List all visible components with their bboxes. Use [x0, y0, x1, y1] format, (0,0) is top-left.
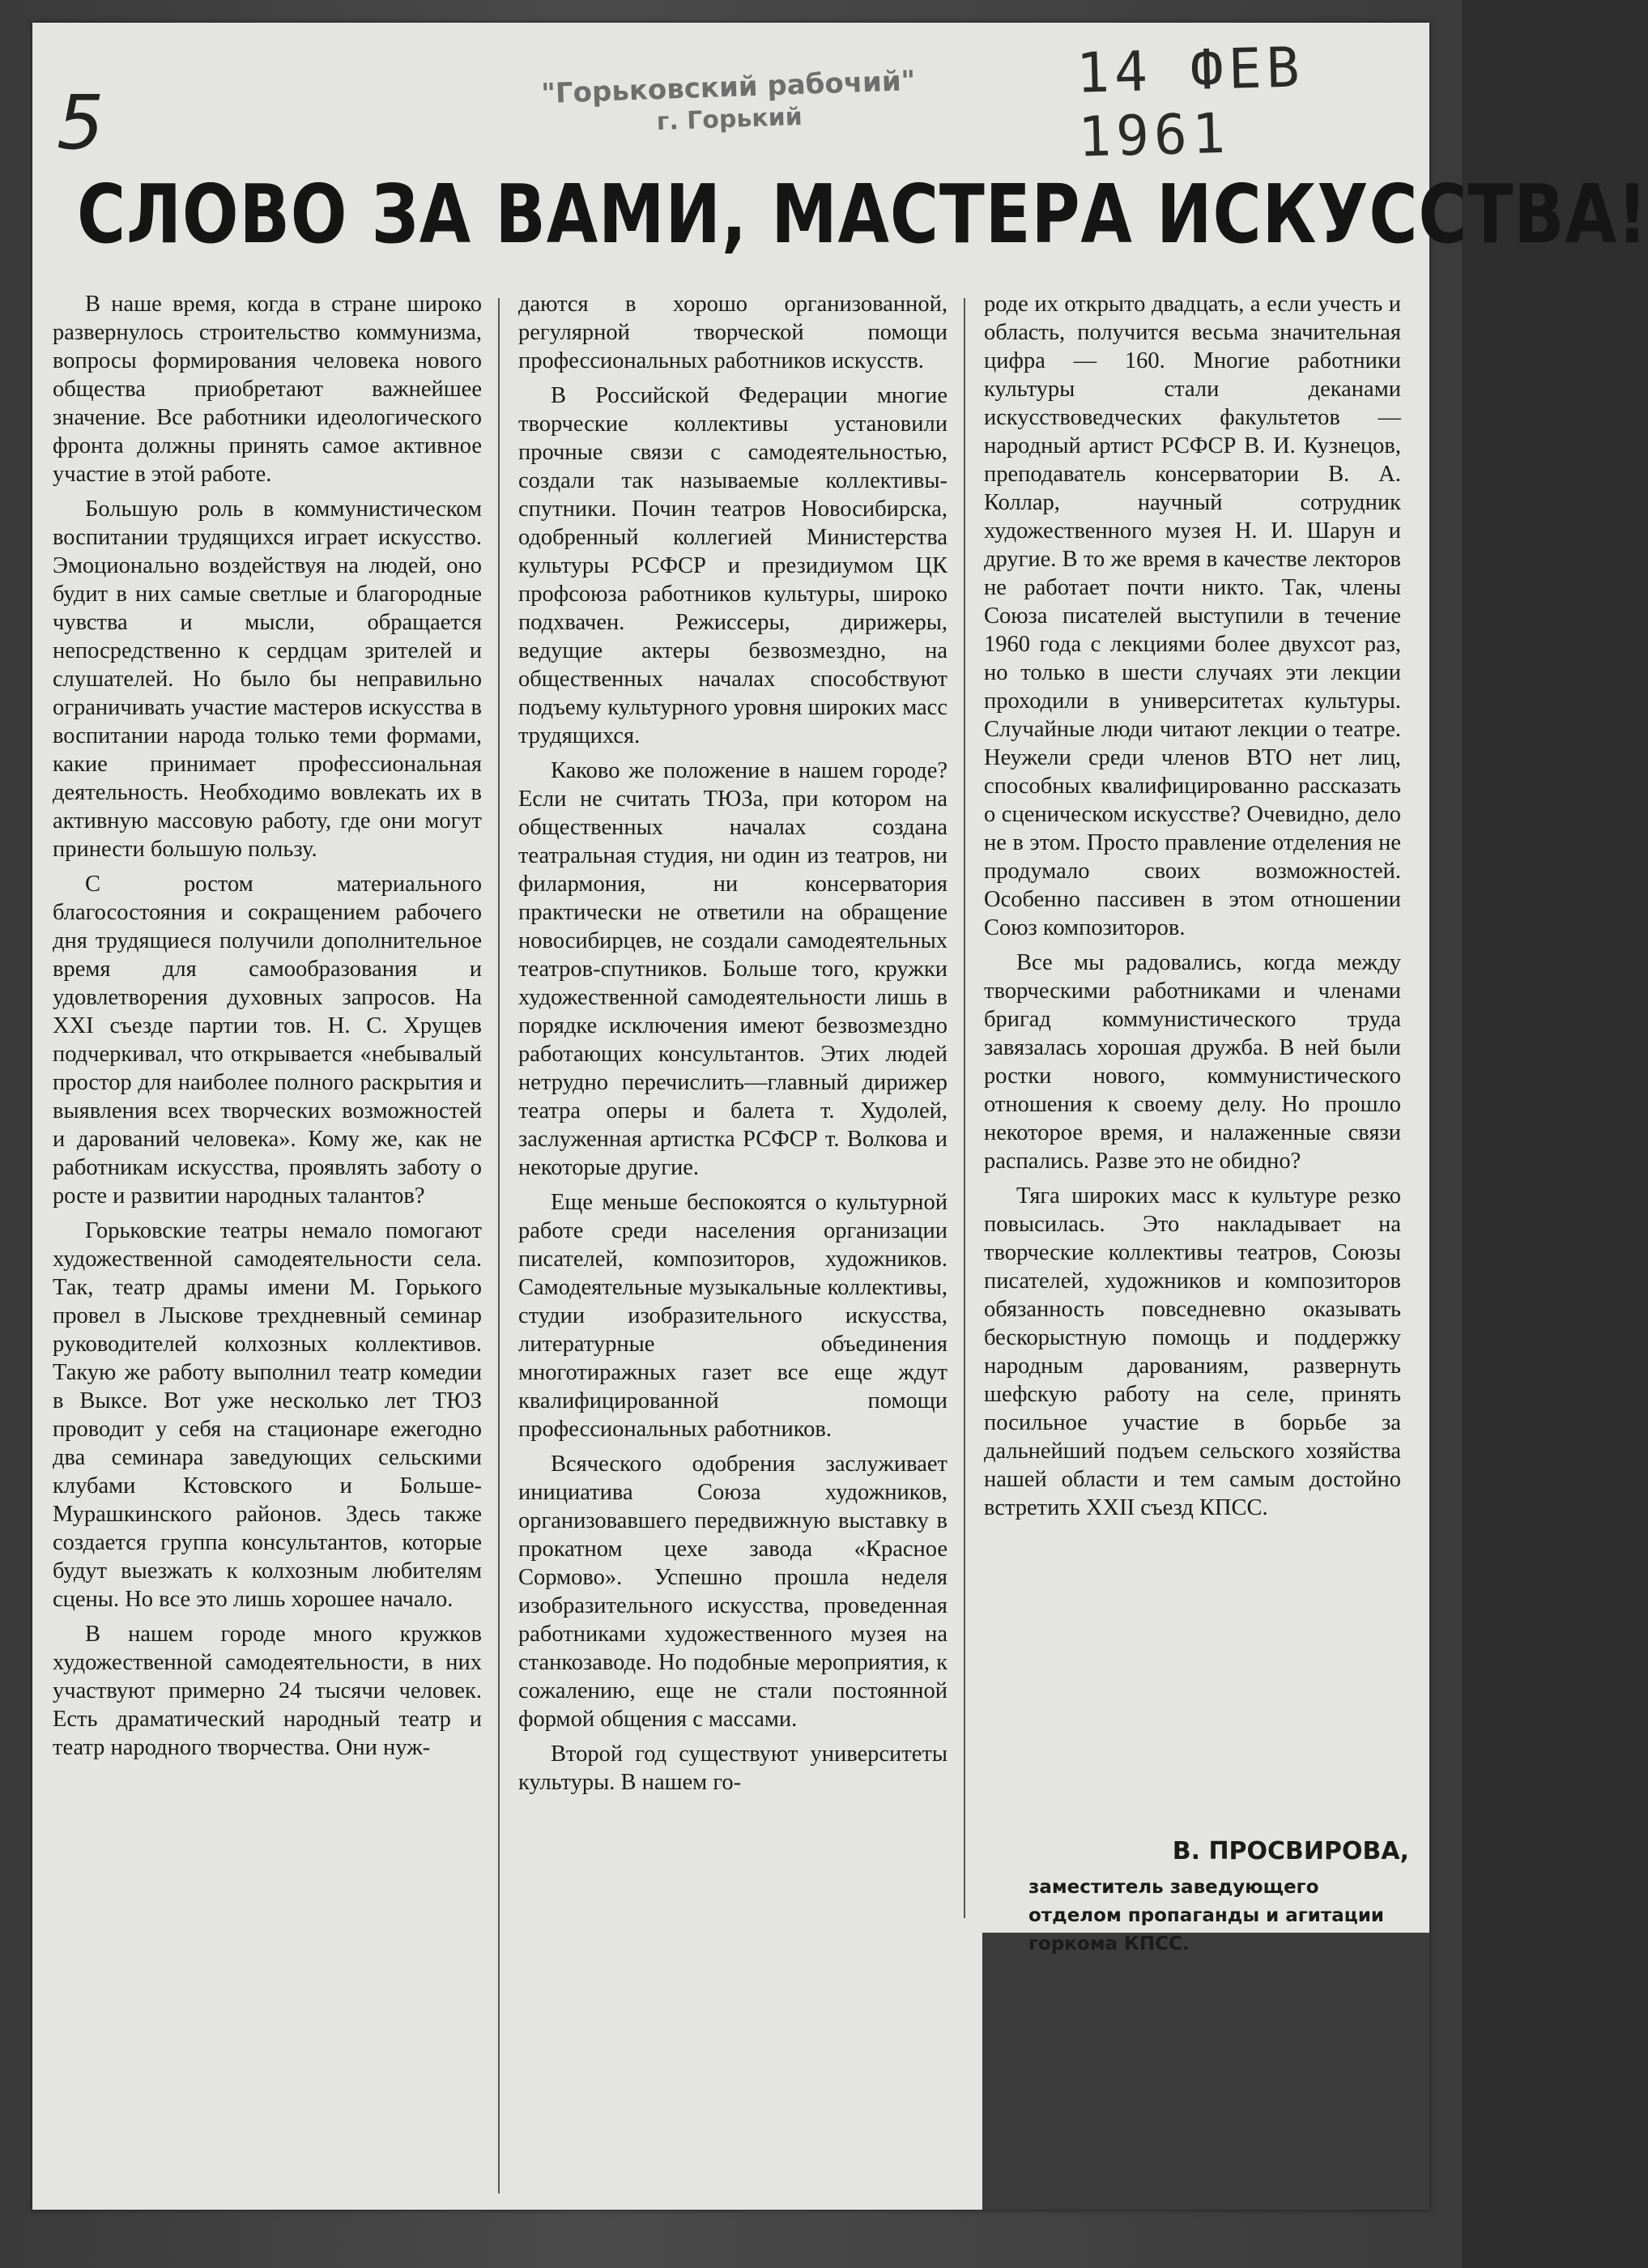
date-stamp: 14 ФЕВ 1961: [1075, 36, 1305, 170]
paragraph: Тяга широких масс к культуре резко повысилась. Это накладывает на творческие коллективы театров, Союзы писателей, художников и композиторов обязанность повседневно оказывать бескорыстную помощь и поддержку народным дарованиям, развернуть шефскую работу на селе, принять посильное участие в борьбе за дальнейший подъем сельского хозяйства нашей области и тем самым достойно встретить XXII съезд КПСС.: [984, 1183, 1401, 1520]
paragraph: С ростом материального благосостояния и сокращением рабочего дня трудящиеся получили дополнительное время для самообразования и удовлетворения духовных запросов. На XXI съезде партии тов. Н. С. Хрущев подчеркивал, что открывается «небывалый простор для наиболее полного раскрытия и выявления всех творческих возможностей и дарований человека». Кому же, как не работникам искусства, проявлять заботу о росте и развитии народных талантов?: [53, 872, 482, 1209]
newspaper-city: г. Горький: [656, 102, 803, 137]
author-signature: [1028, 1837, 1409, 1959]
paragraph: В нашем городе много кружков художественной самодеятельности, в них участвуют примерно 24 тысячи человек. Есть драматический народный театр и театр народного творчества. Они нуж-: [53, 1622, 482, 1760]
newspaper-name-stamp: [517, 64, 940, 141]
paragraph-continuation: даются в хорошо организованной, регулярной творческой помощи профессиональных работников искусств.: [518, 292, 947, 373]
paragraph: Все мы радовались, когда между творческими работниками и членами бригад коммунистического труда завязалась хорошая дружба. В ней были ростки нового, коммунистического отношения к своему делу. Но прошло некоторое время, и налаженные связи распались. Разве это не обидно?: [984, 950, 1401, 1174]
newspaper-clipping: [32, 23, 1648, 2210]
paragraph: Большую роль в коммунистическом воспитании трудящихся играет искусство. Эмоционально воздействуя на людей, оно будит в них самые светлые и благородные чувства и мысли, обращается непосредственно к сердцам зрителей и слушателей. Но было бы неправильно ограничивать участие мастеров искусства в воспитании народа только теми формами, какие принимает профессиональная деятельность. Необходимо вовлекать их в активную массовую работу, где они могут принести большую пользу.: [53, 497, 482, 862]
newspaper-name: "Горьковский рабочий": [540, 64, 917, 111]
article-headline: СЛОВО ЗА ВАМИ, МАСТЕРА ИСКУССТВА!: [77, 167, 1648, 262]
article-column-3: [984, 290, 1401, 1528]
paragraph: Горьковские театры немало помогают художественной самодеятельности села. Так, театр драмы имени М. Горького провел в Лыскове трехдневный семинар руководителей колхозных коллективов. Такую же работу выполнил театр комедии в Выксе. Вот уже несколько лет ТЮЗ проводит у себя на стационаре ежегодно два семинара заведующих сельскими клубами Кстовского и Больше-Мурашкинского районов. Здесь также создается группа консультантов, которые будут выезжать к колхозным любителям сцены. Но все это лишь хорошее начало.: [53, 1218, 482, 1612]
column-divider: [964, 298, 965, 1918]
paragraph: Всяческого одобрения заслуживает инициатива Союза художников, организовавшего передвижную выставку в прокатном цехе завода «Красное Сормово». Успешно прошла неделя изобразительного искусства, проведенная работниками художественного музея на станкозаводе. Но подобные мероприятия, к сожалению, еще не стали постоянной формой общения с массами.: [518, 1452, 947, 1732]
column-divider: [498, 298, 500, 2193]
article-column-1: [53, 290, 482, 1768]
article-column-2: [518, 290, 947, 1803]
paragraph-continuation: роде их открыто двадцать, а если учесть и область, получится весьма значительная цифра — 160. Многие работники культуры стали деканами искусствоведческих факультетов — народный артист РСФСР В. И. Кузнецов, преподаватель консерватории В. А. Коллар, научный сотрудник художественного музея Н. И. Шарун и другие. В то же время в качестве лекторов не работает почти никто. Так, члены Союза писателей выступили в течение 1960 года с лекциями более двухсот раз, но только в шести случаях эти лекции проходили в университетах культуры. Случайные люди читают лекции о театре. Неужели среди членов ВТО нет лиц, способных квалифицированно рассказать о сценическом искусстве? Очевидно, дело не в этом. Просто правление отделения не продумало своих возможностей. Особенно пассивен в этом отношении Союз композиторов.: [984, 292, 1401, 940]
paragraph: В наше время, когда в стране широко развернулось строительство коммунизма, вопросы формирования человека нового общества приобретают важнейшее значение. Все работники идеологического фронта должны принять самое активное участие в этой работе.: [53, 292, 482, 487]
cut-out-corner: [982, 1933, 1429, 2210]
paragraph: Каково же положение в нашем городе? Если не считать ТЮЗа, при котором на общественных началах создана театральная студия, ни один из театров, ни филармония, ни консерватория практически не ответили на обращение новосибирцев, не создали самодеятельных театров-спутников. Больше того, кружки художественной самодеятельности лишь в порядке исключения имеют безвозмездно работающих консультантов. Этих людей нетрудно перечислить—главный дирижер театра оперы и балета т. Худолей, заслуженная артистка РСФСР т. Волкова и некоторые другие.: [518, 758, 947, 1180]
paragraph: Еще меньше беспокоятся о культурной работе среди населения организации писателей, композиторов, художников. Самодеятельные музыкальные коллективы, студии изобразительного искусства, литературные объединения многотиражных газет все еще ждут квалифицированной помощи профессиональных работников.: [518, 1190, 947, 1442]
author-name: В. ПРОСВИРОВА,: [1172, 1837, 1409, 1865]
paragraph: Второй год существуют университеты культуры. В нашем го-: [518, 1742, 947, 1795]
paragraph: В Российской Федерации многие творческие коллективы установили прочные связи с самодеятельностью, создали так называемые коллективы-спутники. Почин театров Новосибирска, одобренный коллегией Министерства культуры РСФСР и президиумом ЦК профсоюза работников культуры, широко подхвачен. Режиссеры, дирижеры, ведущие актеры безвозмездно, на общественных началах способствуют подъему культурного уровня широких масс трудящихся.: [518, 383, 947, 748]
handwritten-page-number: 5: [57, 79, 104, 166]
author-position: заместитель заведующего отделом пропаганды и агитации горкома КПСС.: [1028, 1877, 1385, 1955]
